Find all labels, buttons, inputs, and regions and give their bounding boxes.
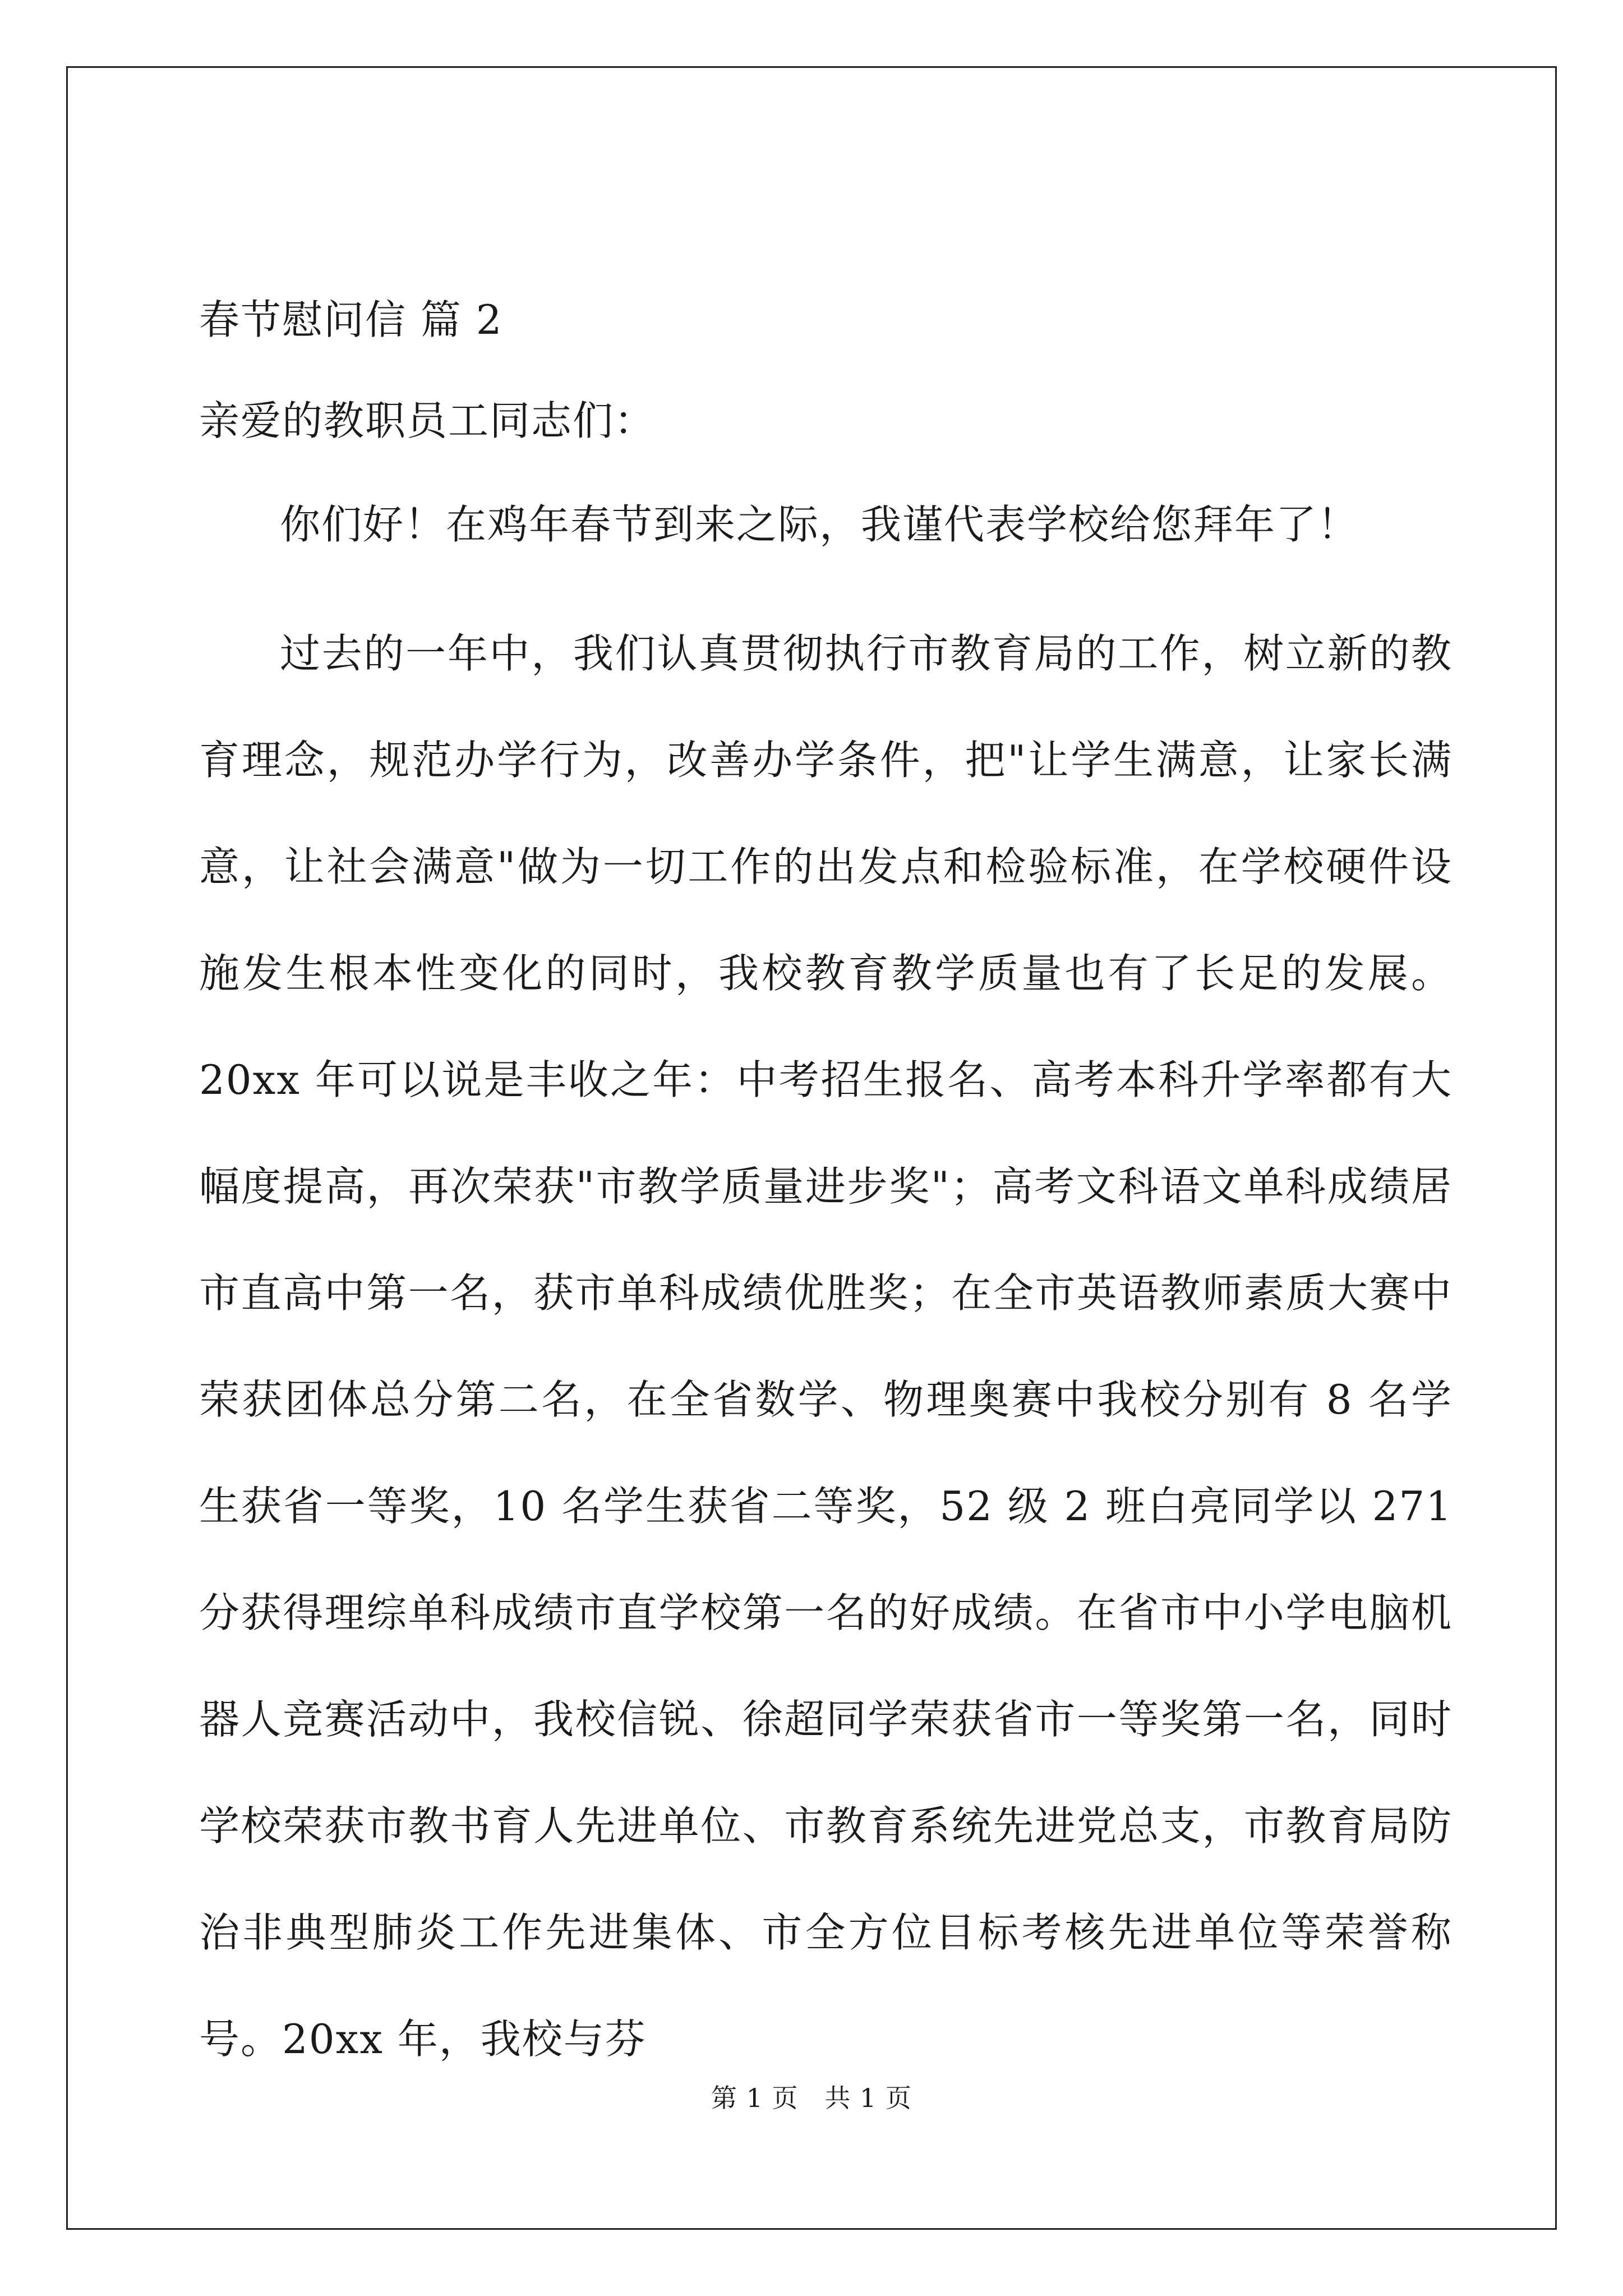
greeting-paragraph: 你们好！在鸡年春节到来之际，我谨代表学校给您拜年了！ xyxy=(280,501,1359,548)
body-paragraph: 过去的一年中，我们认真贯彻执行市教育局的工作，树立新的教育理念，规范办学行为，改善办学条件，把"让学生满意，让家长满意，让社会满意"做为一切工作的出发点和检验标准，在学校硬件设施发生根本性变化的同时，我校教育教学质量也有了长足的发展。20xx 年可以说是丰收之年：中考招生报名、高考本科升学率都有大幅度提高，再次荣获"市教学质量进步奖"；高考文科语文单科成绩居市直高中第一名，获市单科成绩优胜奖；在全市英语教师素质大赛中荣获团体总分第二名，在全省数学、物理奥赛中我校分别有 8 名学生获省一等奖，10 名学生获省二等奖，52 级 2 班白亮同学以 271 分获得理综单科成绩市直学校第一名的好成绩。在省市中小学电脑机器人竞赛活动中，我校信锐、徐超同学荣获省市一等奖第一名，同时学校荣获市教书育人先进单位、市教育系统先进党总支，市教育局防治非典型肺炎工作先进集体、市全方位目标考核先进单位等荣誉称号。20xx 年，我校与芬 xyxy=(199,630,1453,2063)
document-body xyxy=(199,292,1453,2092)
page-footer: 第 1 页 共 1 页 xyxy=(711,2083,912,2113)
document-title: 春节慰问信 篇 2 xyxy=(199,296,503,343)
salutation: 亲爱的教职员工同志们： xyxy=(199,397,656,444)
